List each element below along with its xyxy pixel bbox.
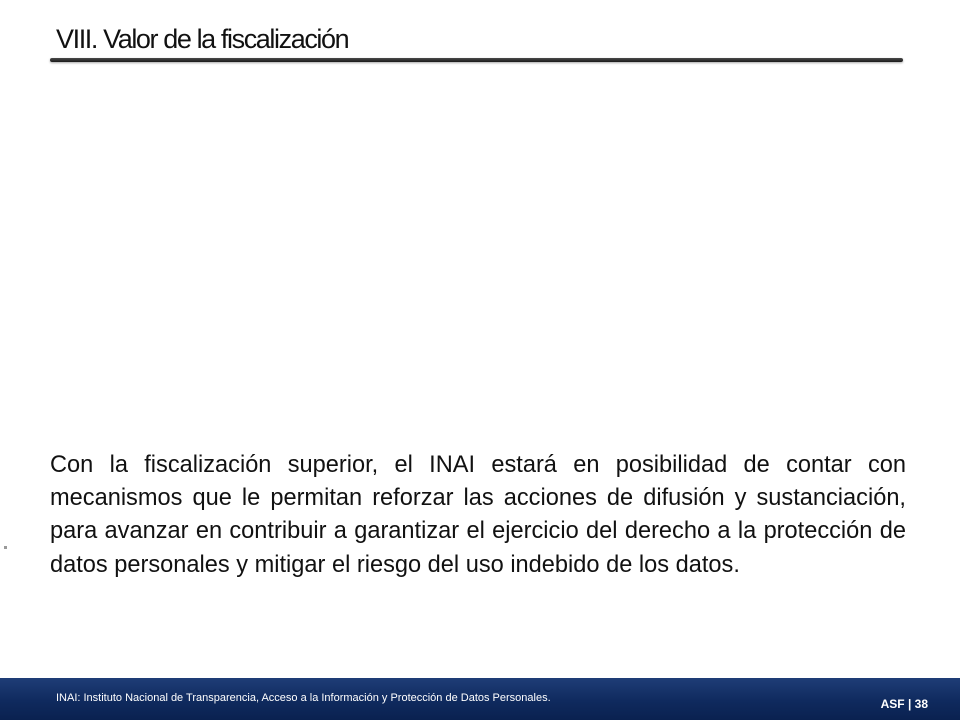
page-number: ASF | 38 [880,697,928,711]
footer-bar [0,678,960,720]
body-paragraph: Con la fiscalización superior, el INAI estará en posibilidad de contar con mecanismos que le permitan reforzar las acciones de difusión y sustanciación, para avanzar en contribuir a garantizar el ejercicio del derecho a la protección de datos personales y mitigar el riesgo del uso indebido de los datos. [50,452,906,578]
title-divider [50,58,903,62]
edge-mark [4,546,7,549]
slide-title: VIII. Valor de la fiscalización [56,24,349,54]
footer-note: INAI: Instituto Nacional de Transparencia, Acceso a la Información y Protección de Datos Personales. [56,692,551,704]
